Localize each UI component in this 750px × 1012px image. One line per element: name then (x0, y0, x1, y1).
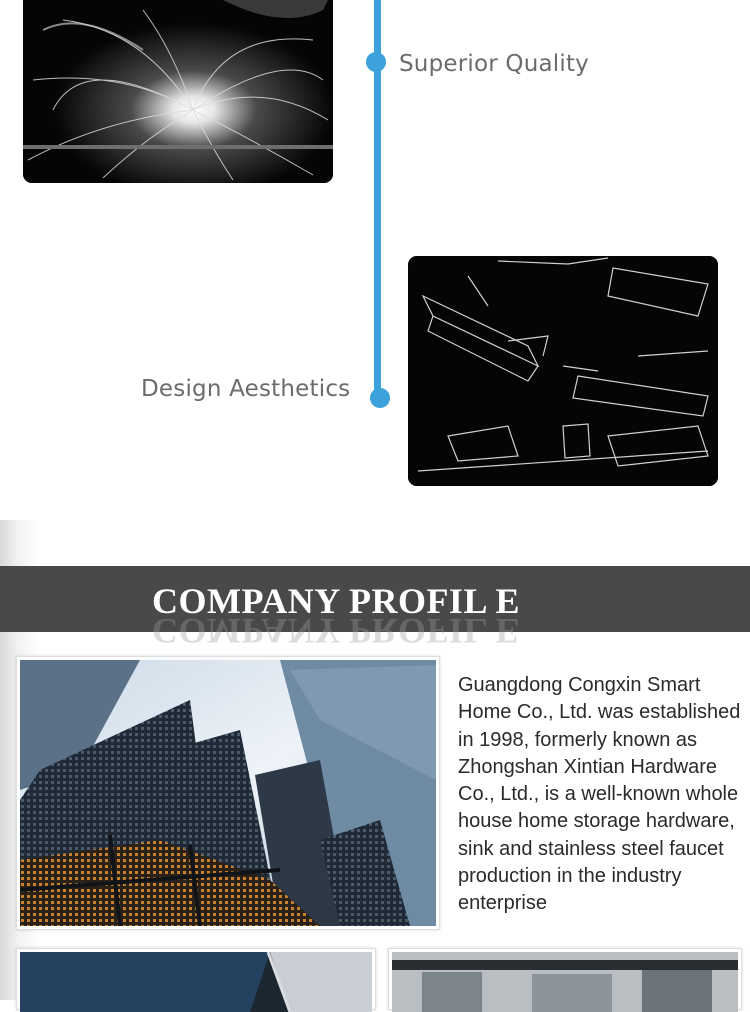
skyscraper-photo-frame (16, 656, 440, 930)
milestone-label-design: Design Aesthetics (141, 376, 351, 402)
milestone-label-quality: Superior Quality (399, 51, 589, 77)
factory-photo-right-frame (388, 948, 742, 1010)
factory-photo-right (392, 952, 738, 1012)
section-title-reflection: COMPANY PROFIL E (152, 611, 520, 651)
timeline-dot-quality (366, 52, 386, 72)
company-description: Guangdong Congxin Smart Home Co., Ltd. was established in 1998, formerly known as Zhongshan Xintian Hardware Co., Ltd., is a well-known whole house home storage hardware, sink and stainless steel faucet production in the industry enterprise (458, 674, 741, 915)
factory-photo-left-frame (16, 948, 376, 1010)
factory-photo-left (20, 952, 372, 1012)
section-title: COMPANY PROFIL E (152, 581, 520, 621)
welding-photo (23, 0, 333, 183)
design-sketch-photo (408, 256, 718, 486)
skyscraper-photo (20, 660, 436, 926)
timeline-dot-design (370, 388, 390, 408)
